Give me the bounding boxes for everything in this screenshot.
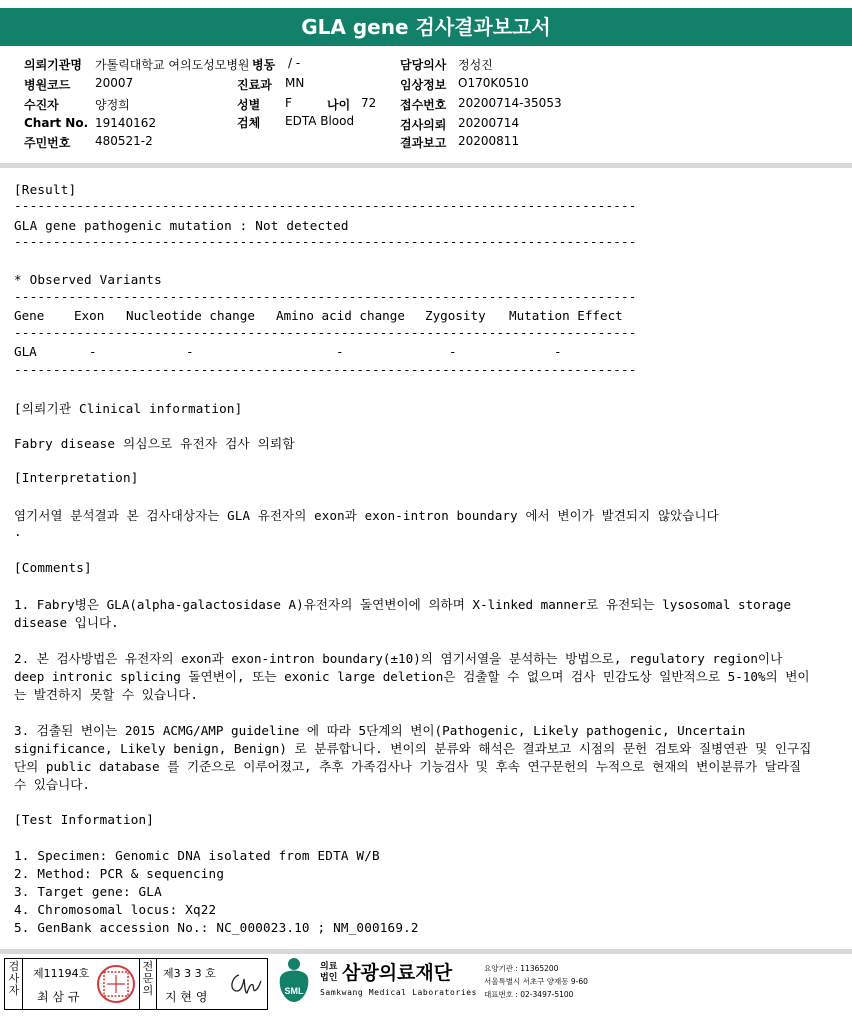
accession-label: 접수번호: [400, 98, 447, 112]
id-label: 주민번호: [24, 136, 71, 150]
result-heading: [Result]: [14, 182, 77, 197]
report-date-label: 결과보고: [400, 136, 447, 150]
cell-amino: -: [336, 344, 344, 359]
signature-icon: [227, 969, 263, 999]
clinical-heading: [의뢰기관 Clinical information]: [14, 401, 243, 416]
org-logo-area: [272, 956, 602, 1010]
dash-line: --------------------------------------------------------------------------------: [14, 234, 637, 249]
ward-value: / -: [288, 56, 301, 70]
org-english-name: Samkwang Medical Laboratories: [320, 988, 478, 997]
header-divider: [0, 163, 852, 168]
interpretation-text: 염기서열 분석결과 본 검사대상자는 GLA 유전자의 exon과 exon-intron boundary 에서 변이가 발견되지 않았습니다: [14, 508, 719, 523]
examiner-name: 최 삼 규: [37, 990, 80, 1004]
clinical-info-value: O170K0510: [458, 76, 529, 90]
hospital-code-value: 20007: [95, 76, 134, 90]
table-row: [14, 344, 634, 360]
comment-3: 3. 검출된 변이는 2015 ACMG/AMP guideline 에 따라 5단계의 변이(Pathogenic, Likely pathogenic, Uncertain significance, Likely benign, Benign) 로 분류합니다. 변이의 분류와 해석은 결과보고 시점의 문헌 검토와 질병연관 및 인구집단의 public database 를 기준으로 이루어졌고, 추후 가족검사나 기능검사 및 후속 연구문헌의 누적으로 현재의 변이분류가 달라질 수 있습니다.: [14, 723, 812, 792]
seal-stamp-icon: [95, 963, 137, 1005]
report-title: GLA gene 검사결과보고서: [0, 8, 852, 46]
hospital-code-label: 병원코드: [24, 78, 71, 92]
dept-label: 진료과: [237, 78, 272, 92]
specimen-value: EDTA Blood: [285, 114, 355, 128]
request-label: 검사의뢰: [400, 118, 447, 132]
test-info-item: 4. Chromosomal locus: Xq22: [14, 902, 217, 917]
clinical-text: Fabry disease 의심으로 유전자 검사 의뢰함: [14, 436, 295, 451]
org-code: 요양기관 : 11365200: [484, 964, 559, 973]
col-gene: Gene: [14, 308, 45, 323]
dash-line: --------------------------------------------------------------------------------: [14, 198, 637, 213]
patient-header: [0, 52, 852, 162]
test-info-item: 1. Specimen: Genomic DNA isolated from EDTA W/B: [14, 848, 380, 863]
col-nucleotide: Nucleotide change: [126, 308, 255, 323]
col-zygosity: Zygosity: [425, 308, 486, 323]
doctor-label: 담당의사: [400, 58, 447, 72]
sml-logo-text: SML: [284, 986, 304, 996]
comment-2: 2. 본 검사방법은 유전자의 exon과 exon-intron boundary(±10)의 염기서열을 분석하는 방법으로, regulatory region이나 deep intronic splicing 돌연변이, 또는 exonic large deletion은 검출할 수 없으며 검사 민감도상 일반적으로 5-10%의 변이는 발견하지 못할 수 있습니다.: [14, 651, 810, 702]
cell-nucleotide: -: [186, 344, 194, 359]
doctor-value: 정성진: [458, 58, 493, 72]
variants-table-header: [14, 308, 634, 324]
institution-value: 가톨릭대학교 여의도성모병원: [95, 58, 250, 72]
test-info-heading: [Test Information]: [14, 812, 155, 827]
institution-label: 의뢰기관명: [24, 58, 82, 72]
dash-line: --------------------------------------------------------------------------------: [14, 325, 637, 340]
cell-gene: GLA: [14, 344, 37, 359]
clinical-info-label: 임상정보: [400, 78, 447, 92]
ward-label: 병동: [252, 58, 276, 72]
sex-value: F: [285, 96, 292, 110]
specimen-label: 검체: [237, 116, 261, 130]
comments-heading: [Comments]: [14, 560, 92, 575]
dept-value: MN: [285, 76, 305, 90]
col-exon: Exon: [74, 308, 105, 323]
org-prefix: [320, 962, 337, 984]
specialist-license: 제3 3 3 호: [163, 967, 216, 980]
examiner-vertical-label: 검사자: [8, 960, 20, 997]
org-address: 서울특별시 서초구 양재동 9-60: [484, 977, 588, 986]
chart-label: Chart No.: [24, 116, 89, 130]
sex-label: 성별: [237, 98, 261, 112]
org-prefix-1: 의료: [320, 962, 338, 972]
signature-box: [4, 958, 268, 1010]
patient-label: 수진자: [24, 98, 59, 112]
chart-value: 19140162: [95, 116, 157, 130]
footer-divider: [0, 949, 852, 954]
test-info-item: 2. Method: PCR & sequencing: [14, 866, 225, 881]
col-amino: Amino acid change: [276, 308, 405, 323]
sml-logo-icon: [272, 956, 316, 1006]
specialist-name: 지 현 영: [165, 990, 208, 1004]
cell-effect: -: [554, 344, 562, 359]
id-value: 480521-2: [95, 134, 153, 148]
col-effect: Mutation Effect: [509, 308, 623, 323]
specialist-vertical-label: 전문의: [142, 960, 154, 997]
accession-value: 20200714-35053: [458, 96, 562, 110]
interpretation-heading: [Interpretation]: [14, 470, 139, 485]
org-contact: [484, 962, 588, 1001]
org-name: 삼광의료재단: [342, 962, 453, 984]
age-label: 나이: [327, 98, 351, 112]
test-info-item: 3. Target gene: GLA: [14, 884, 162, 899]
org-phone: 대표번호 : 02-3497-5100: [484, 990, 574, 999]
cell-exon: -: [89, 344, 97, 359]
cell-zygosity: -: [449, 344, 457, 359]
age-value: 72: [361, 96, 377, 110]
variants-heading: * Observed Variants: [14, 272, 162, 287]
dash-line: --------------------------------------------------------------------------------: [14, 289, 637, 304]
report-date-value: 20200811: [458, 134, 520, 148]
org-prefix-2: 법인: [320, 973, 338, 983]
patient-value: 양정희: [95, 98, 130, 112]
result-summary: GLA gene pathogenic mutation : Not detected: [14, 218, 349, 233]
interpretation-text-end: .: [14, 524, 22, 539]
examiner-license: 제11194호: [33, 967, 90, 980]
request-value: 20200714: [458, 116, 520, 130]
test-info-item: 5. GenBank accession No.: NC_000023.10 ; NM_000169.2: [14, 920, 419, 935]
dash-line: --------------------------------------------------------------------------------: [14, 362, 637, 377]
comment-1: 1. Fabry병은 GLA(alpha-galactosidase A)유전자의 돌연변이에 의하며 X-linked manner로 유전되는 lysosomal storage disease 입니다.: [14, 597, 792, 630]
